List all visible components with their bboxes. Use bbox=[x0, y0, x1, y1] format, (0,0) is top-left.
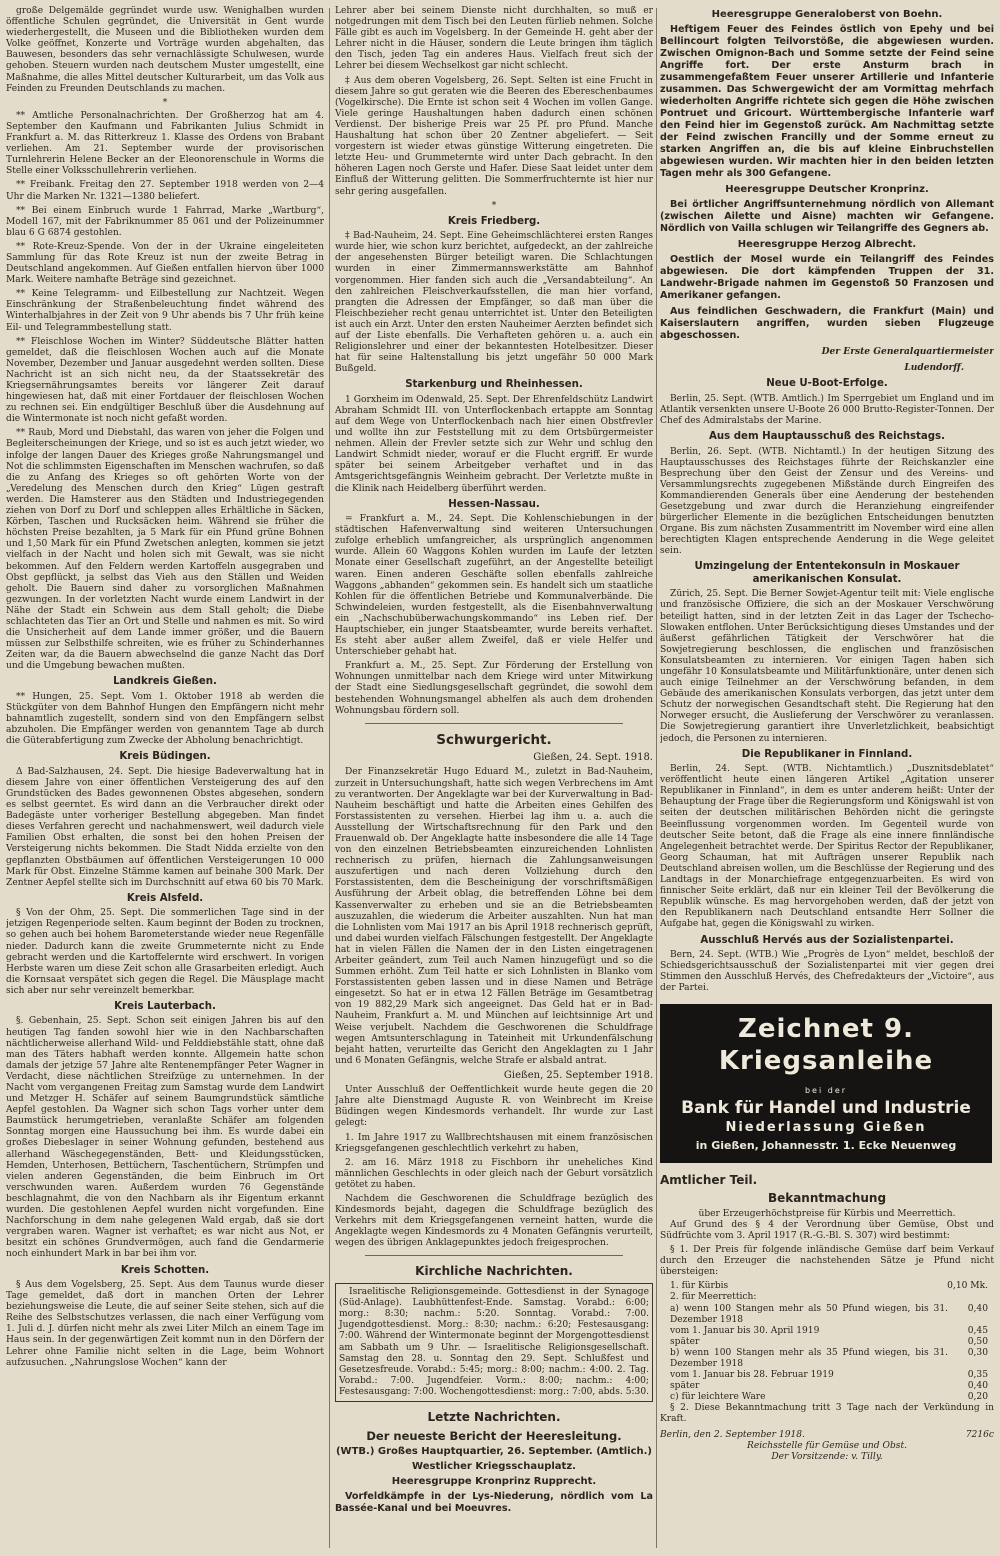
price-value: 0,50 bbox=[967, 1336, 988, 1347]
section-heading: Neue U-Boot-Erfolge. bbox=[766, 378, 888, 390]
section-heading: Kreis Schotten. bbox=[120, 1264, 210, 1276]
section-heading: Aus dem Hauptausschuß des Reichstags. bbox=[709, 431, 945, 443]
ad-address: in Gießen, Johannesstr. 1. Ecke Neuenweg bbox=[695, 1139, 957, 1153]
report-paragraph: Oestlich der Mosel wurde ein Teilangriff des Feindes abgewiesen. Die dort kämpfenden Truppen der 31. Landwehr-Brigade nahmen im Gegenstoß 50 Franzosen und Amerikaner gefangen. bbox=[660, 254, 994, 302]
price-label: vom 1. Januar bis 30. April 1919 bbox=[670, 1325, 820, 1336]
section-heading-amtlich: Amtlicher Teil. bbox=[660, 1172, 758, 1187]
price-label: c) für leichtere Ware bbox=[670, 1392, 766, 1403]
article-paragraph: Berlin, 24. Sept. (WTB. Nichtamtlich.) „Dusznitsdeblatet“ veröffentlicht heute einen längeren Artikel „Agitation unserer Republikaner in Finnland“, in dem es unter anderem heißt: Unter der Behauptung der Frage über die Regierungsform und Königswahl ist von seiten der deutschen militärischen Behörden nicht die geringste Beeinflussung vorgenommen worden. Im Gegenteil wurde von deutscher Seite betont, daß die Frage als eine innere finnländische Angelegenheit betrachtet werde. Der Spiritus Rector der Republikaner, Georg Schauman, hat mit Aufträgen unserer Republik nach Deutschland abreisen wollen, um die Beschlüsse der Regierung und des Landtags in der Monarchiefrage entgegenzuarbeiten. Es wird von finnischer Seite erklärt, daß nur ein kleiner Teil der Bevölkerung die Republik wünsche. Es mag hervorgehoben werden, daß der jetzt von den Republikanern nach Deutschland entsandte Herr Sollner die Aufgabe hat, gegen die Königswahl zu wirken. bbox=[660, 764, 994, 930]
report-paragraph: Vorfeldkämpfe in der Lys-Niederung, nördlich vom La Bassée-Kanal und bei Moeuvres. bbox=[335, 1491, 653, 1515]
price-value: 0,40 bbox=[967, 1381, 988, 1392]
article-paragraph: = Frankfurt a. M., 24. Sept. Die Kohlenschiebungen in der städtischen Hafenverwaltung sind weiteren Untersuchungen zufolge erheblich umfangreicher, als ursprünglich angenommen wurde. Allein 60 Waggons Kohlen wurden im Laufe der letzten Monate einer Gesellschaft zugeführt, an der Angestellte beteiligt waren. Einen anderen Geschäfte sollen ebenfalls zahlreiche Waggons „abhanden“ gekommen sein. Es handelt sich um staatliche Kohlen für die öffentlichen Betriebe und Kommunalverbände. Die Schwindeleien, wurden festgestellt, als die Eisenbahnverwaltung ein „Nachschubüberwachungskommando“ ins Leben rief. Der Hauptschieber, ein junger Staatsbeamter, wurde bereits verhaftet. Es steht aber außer allem Zweifel, daß er viele Helfer und Unterschieber gehabt hat. bbox=[335, 514, 653, 658]
signature-name: Ludendorff. bbox=[904, 362, 964, 374]
notice-title: Bekanntmachung bbox=[767, 1191, 887, 1206]
war-bond-advertisement bbox=[660, 1004, 992, 1162]
report-paragraph: Aus feindlichen Geschwadern, die Frankfurt (Main) und Kaiserslautern angriffen, wurden sieben Flugzeuge abgeschossen. bbox=[660, 306, 994, 342]
price-value: 0,10 Mk. bbox=[947, 1281, 988, 1292]
price-label: a) wenn 100 Stangen mehr als 50 Pfund wiegen, bis 31. Dezember 1918 bbox=[670, 1303, 948, 1325]
article-paragraph: Zürich, 25. Sept. Die Berner Sowjet-Agentur teilt mit: Viele englische und französische Offiziere, die sich an der Moskauer Verschwörung beteiligt hatten, sind in der letzten Zeit in das Lager der Tschecho-Slowaken entflohen. Unter Berücksichtigung dieses Umstandes und der äußerst gefährlichen Tätigkeit der Verschwörer hat die Sowjetregierung beschlossen, die englischen und französischen Konsulatsbeamten zu internieren. Vor einigen Tagen haben sich ungefähr 10 Konsulatsbeamte und Militärfunktionäre, unter denen sich auch einige Teilnehmer an der Verschwörung befanden, in dem Gebäude des amerikanischen Konsulats verborgen, das jetzt unter dem Schutz der norwegischen Gesandtschaft steht. Die Regierung hat den Norweger ersucht, die Auslieferung der Verschwörer zu veranlassen. Die Sowjetregierung garantiert ihre Unverletzlichkeit, beabsichtigt jedoch, die Personen zu internieren. bbox=[660, 589, 994, 744]
article-paragraph: ** Bei einem Einbruch wurde 1 Fahrrad, Marke „Wartburg“, Modell 167, mit der Fabriknummer 85 061 und der Polizeinummer blau 6 G 6874 gestohlen. bbox=[6, 205, 324, 238]
church-notice-box bbox=[335, 1283, 653, 1402]
column-rule bbox=[656, 8, 657, 1548]
price-label: vom 1. Januar bis 28. Februar 1919 bbox=[670, 1370, 834, 1381]
column-1 bbox=[6, 6, 324, 1548]
price-row bbox=[670, 1370, 994, 1381]
article-paragraph: Nachdem die Geschworenen die Schuldfrage bezüglich des Kindesmords bejaht, dagegen die Schuldfrage bezüglich des Verkehrs mit dem Kriegsgefangenen verneint hatten, wurde die Angeklagte wegen Kindesmords zu 4 Monaten Gefängnis verurteilt, wegen des übrigen Anklagepunktes jedoch freigesprochen. bbox=[335, 1193, 653, 1249]
dateline: Gießen, 25. September 1918. bbox=[503, 1069, 653, 1081]
article-paragraph: 2. am 16. März 1918 zu Fischborn ihr uneheliches Kind männlichen Geschlechts in oder gleich nach der Geburt vorsätzlich getötet zu haben. bbox=[335, 1157, 653, 1190]
article-paragraph: Bern, 24. Sept. (WTB.) Wie „Progrès de Lyon“ meldet, beschloß der Schiedsgerichtsausschuß der Sozialistenpartei mit vier gegen drei Stimmen den Ausschluß Hervés, des Chefredakteurs der „Victoire“, aus der Partei. bbox=[660, 949, 994, 994]
separator-star: * bbox=[162, 97, 168, 108]
section-heading: Landkreis Gießen. bbox=[113, 676, 217, 688]
notice-paragraph: Auf Grund des § 4 der Verordnung über Gemüse, Obst und Südfrüchte vom 3. April 1917 (R.-G.-Bl. S. 307) wird bestimmt: bbox=[660, 1219, 994, 1241]
divider bbox=[365, 1255, 623, 1256]
article-paragraph: ** Rote-Kreuz-Spende. Von der in der Ukraine eingeleiteten Sammlung für das Rote Kreuz ist nun der zweite Betrag in Deutschland angekommen. Auf Gießen entfallen hiervon über 1000 Mark. Weitere namhafte Beträge sind gezeichnet. bbox=[6, 241, 324, 286]
report-paragraph: Heftigem Feuer des Feindes östlich von Epehy und bei Bellincourt folgten Teilvorstöße, die abgewiesen wurden. Zwischen Omignon-Bach und Somme setzte der Feind seine Angriffe fort. Der erste Ansturm brach in zusammengefaßtem Feuer unserer Artillerie und Infanterie zusammen. Das Schwergewicht der am Vormittag mehrfach wiederholten Angriffe richtete sich gegen die Höhe zwischen Pontruet und Gricourt. Württembergische Infanterie warf den Feind hier im Gegenstoß zurück. Am Nachmittag setzte der Feind zwischen Francilly und der Somme erneut zu starken Angriffen an, die bis auf kleine Einbruchstellen abgewiesen wurden. Wir machten hier in den beiden letzten Tagen mehr als 300 Gefangene. bbox=[660, 24, 994, 179]
notice-paragraph: § 1. Der Preis für folgende inländische Gemüse darf beim Verkauf durch den Erzeuger die nachstehenden Sätze je Pfund nicht übersteigen: bbox=[660, 1245, 994, 1278]
notice-subtitle: über Erzeugerhöchstpreise für Kürbis und Meerrettich. bbox=[698, 1208, 956, 1219]
article-paragraph: Lehrer aber bei seinem Dienste nicht durchhalten, so muß er notgedrungen mit dem Tisch bei den Leuten fürlieb nehmen. Solche Fälle gibt es auch im Vogelsberg. In der Gemeinde H. geht aber der Lehrer nicht in die Häuser, sondern die Leute bringen ihm täglich den Tisch, jeden Tag ein anderes Haus. Vielfach freut sich der Lehrer bei diesem Wechselkost gar nicht schlecht. bbox=[335, 6, 653, 72]
article-paragraph: 1 Gorxheim im Odenwald, 25. Sept. Der Ehrenfeldschütz Landwirt Abraham Schmidt III. von Unterflockenbach ertappte am Sonntag auf dem Wege von Unterflockenbach nach hier einen Obstfrevler und wollte ihn zur Feststellung mit zu dem Ortsbürgermeister nehmen. Allein der Frevler setzte sich zur Wehr und schlug den Landwirt Schmidt nieder, worauf er die Flucht ergriff. Er wurde später bei seinem Arbeitgeber verhaftet und in das Amtsgerichtsgefängnis Weinheim gebracht. Der Verletzte mußte in die Klinik nach Heidelberg überführt werden. bbox=[335, 394, 653, 494]
section-heading: Kreis Friedberg. bbox=[447, 215, 541, 227]
price-row bbox=[670, 1381, 994, 1392]
price-value: 0,20 bbox=[967, 1392, 988, 1403]
article-paragraph: Δ Bad-Salzhausen, 24. Sept. Die hiesige Badeverwaltung hat in diesem Jahre von einer öffentlichen Versteigerung des auf den Grundstücken des Bades gewonnenen Obstes abgesehen, sondern es selbst geerntet. Es wird dann an die Verbraucher direkt oder Badegäste unter vorheriger Bestellung abgegeben. Man findet dieses Verfahren gerecht und nachahmenswert, weil dadurch viele Familien Obst erhalten, die sonst bei den hohen Preisen der Versteigerung nichts bekommen. Die Stadt Nidda erzielte von den gepflanzten Obstbäumen auf öffentlichen Versteigerungen 10 000 Mark für Obst. Einzelne Stämme kamen auf beinahe 300 Mark. Der Zentner Aepfel stellte sich im Durchschnitt auf etwa 60 bis 70 Mark. bbox=[6, 766, 324, 888]
article-paragraph: ** Amtliche Personalnachrichten. Der Großherzog hat am 4. September den Kaufmann und Fabrikanten Julius Schmidt in Frankfurt a. M. das Ritterkreuz 1. Klasse des Ordens von Brabant verliehen. Am 21. September wurde der provisorischen Turnlehrerin Helene Becker an der Eleonorenschule in Worms die Stelle einer Volksschullehrerin verliehen. bbox=[6, 110, 324, 177]
dateline: Gießen, 24. Sept. 1918. bbox=[533, 752, 653, 764]
article-paragraph: Frankfurt a. M., 25. Sept. Zur Förderung der Erstellung von Wohnungen unmittelbar nach dem Kriege wird unter Mitwirkung der Stadt eine Siedlungsgesellschaft gegründet, die sowohl dem bestehenden Wohnungsmangel abhelfen als auch dem drohenden Wohnungsbau fördern soll. bbox=[335, 661, 653, 716]
price-value: 0,40 bbox=[967, 1303, 988, 1314]
article-paragraph: § Aus dem Vogelsberg, 25. Sept. Aus dem Taunus wurde dieser Tage gemeldet, daß dort in manchen Orten der Lehrer beziehungsweise die Leute, die auf seiner Seite stehen, sich auf die Reihe des Selbstschutzes verlassen, die nach einer Verfügung vom 1. Juli d. J. dürfen nicht mehr als zwei Liter Milch an einem Tage im Haus sein. In der gegenwärtigen Zeit kommt nun in den Dörfern der Lehrer ohne Familie nicht selten in die Lage, beim Wohnort aufzusuchen. „Nahrungslose Wochen“ kann der bbox=[6, 1279, 324, 1368]
price-row bbox=[670, 1348, 994, 1370]
ad-headline: Zeichnet 9. Kriegsanleihe bbox=[718, 1014, 934, 1077]
column-3 bbox=[660, 6, 994, 1548]
ad-branch: Niederlassung Gießen bbox=[725, 1120, 927, 1136]
report-army-group: Heeresgruppe Generaloberst von Boehn. bbox=[711, 9, 943, 20]
article-paragraph: ‡ Aus dem oberen Vogelsberg, 26. Sept. Selten ist eine Frucht in diesem Jahre so gut geraten wie die Beeren des Ebereschenbaumes (Vogelkirsche). Die Ernte ist schon seit 4 Wochen im vollen Gange. Viele geringe Haushaltungen haben dadurch einen schönen Verdienst. Der bisherige Preis war 25 Pf. pro Pfund. Manche Haushaltung hat schon über 20 Zentner abgeliefert. — Seit vorgestern ist wieder etwas günstige Witterung eingetreten. Die letzte Heu- und Grummeternte wird unter Dach gebracht. In den höheren Lagen noch Gerste und Hafer. Diese Saat leidet unter dem Einfluß der Witterung gelitten. Die Sommerfruchternte ist hier nur sehr gering ausgefallen. bbox=[335, 75, 653, 197]
article-paragraph: große Delgemälde gegründet wurde usw. Wenighalben wurden öffentliche Schulen gegründet, die Universität in Gent wurde wiederhergestellt, die Museen und die Bibliotheken wurden dem Volke geöffnet, Konzerte und Vorträge wurden abgehalten, das Bauwesen, besonders das sehr vernachlässigte Schulwesen, wurde gehoben. Steuern wurden nach deutschem Muster umgestellt, eine Maßnahme, die alles Mittel deutscher Kulturarbeit, um das Volk aus Feinden zu Freunden Deutschlands zu machen. bbox=[6, 6, 324, 94]
article-paragraph: Der Finanzsekretär Hugo Eduard M., zuletzt in Bad-Nauheim, zurzeit in Untersuchungshaft, hatte sich wegen Verbrechens im Amt zu verantworten. Der Angeklagte war bei der Kurverwaltung in Bad-Nauheim beschäftigt und hatte die Arbeiten eines Gehilfen des Forstassistenten zu versehen. Hierbei lag ihm u. a. auch die Ausstellung der Wirtschaftsrechnung für den Park und den Frauenwald ob. Der Angeklagte hatte insbesondere die alle 14 Tage von den einzelnen Betriebsbeamten einzureichenden Lohnlisten rechnerisch zu prüfen, hiernach die Zahlungsanweisungen auszufertigen und nach deren Vollziehung durch den Forstassistenten, dem die Bescheinigung der vorschriftsmäßigen Ausführung der Arbeit oblag, die betreffenden Löhne bei dem Kassenverwalter zu erheben und sie an die Betriebsbeamten auszuzahlen, die wiederum die Arbeiter auszahlten. Nun hat man die Lohnlisten vom Mai 1917 an bis April 1918 rechnerisch geprüft, und dabei wurden vielfach Fälschungen festgestellt. Der Angeklagte hat in vielen Fällen die Namen der in den Listen eingetragenen Arbeiter geändert, zum Teil auch Namen hinzugefügt und so die Summen erhöht. Zum Teil hatte er sich Lohnlisten in Blanko vom Forstassistenten geben lassen und in diese Namen und Beträge eingesetzt. So hat er in etwa 12 Fällen Beträge im Gesamtbetrag von 19 882,29 Mark sich angeeignet. Das Geld hat er in Bad-Nauheim, Frankfurt a. M. und München auf leichtsinnige Art und Weise verjubelt. Nachdem die Geschworenen die Schuldfrage wegen Amtsunterschlagung in Tateinheit mit Urkundenfälschung bejaht hatten, verurteilte das Gericht den Angeklagten zu 1 Jahr und 6 Monaten Gefängnis, welche Strafe er alsbald antrat. bbox=[335, 767, 653, 1066]
article-paragraph: Berlin, 25. Sept. (WTB. Amtlich.) Im Sperrgebiet um England und im Atlantik versenkten unsere U-Boote 26 000 Brutto-Register-Tonnen. Der Chef des Admiralstabs der Marine. bbox=[660, 393, 994, 427]
price-label: später bbox=[670, 1336, 700, 1347]
section-heading: Die Republikaner in Finnland. bbox=[741, 748, 913, 760]
price-label: b) wenn 100 Stangen mehr als 35 Pfund wiegen, bis 31. Dezember 1918 bbox=[670, 1347, 948, 1369]
section-heading: Umzingelung der Ententekonsuln in Moskauer amerikanischen Konsulat. bbox=[694, 561, 960, 585]
price-list bbox=[670, 1281, 994, 1403]
report-theatre: Westlicher Kriegsschauplatz. bbox=[412, 1460, 576, 1472]
report-army-group: Heeresgruppe Kronprinz Rupprecht. bbox=[391, 1476, 597, 1488]
article-paragraph: Israelitische Religionsgemeinde. Gottesdienst in der Synagoge (Süd-Anlage). Laubhüttenfest-Ende. Samstag. Vorabd.: 6:00; morg.: 8:30; nachm.: 5:20. Sonntag. Vorabd.: 7:00. Jugendgottesdienst. Morg.: 8:30; nachm.: 6:20; Festesausgang: 7:00. Während der Wintermonate beginnt der Morgengottesdienst am Sabbath um 9 Uhr. — Israelitische Religionsgesellschaft. Samstag den 28. u. Sonntag den 29. Sept. Schlußfest und Gesetzesfreude. Vorabd.: 5:45; morg.: 8:00; nachm.: 4:00. 2. Tag. Vorabd.: 7:00. Jugendfeier. Vorm.: 8:00; nachm.: 4:00; Festesausgang: 7:00. Wochengottesdienst: morg.: 7:00, abds. 5:30. bbox=[339, 1287, 650, 1397]
section-heading: Kreis Büdingen. bbox=[119, 751, 211, 763]
notice-date: Berlin, den 2. September 1918. bbox=[660, 1429, 805, 1440]
article-paragraph: § Von der Ohm, 25. Sept. Die sommerlichen Tage sind in der jetzigen Regenperiode selten. Kaum beginnt der Boden zu trocknen, so gehen auch bei hohem Barometerstande wieder neue Regenfälle nieder. Dadurch kann die zweite Grummeternte nicht zu Ende gebracht werden und die Kartoffelernte wird erschwert. In vorigen Herbste waren um diese Zeit schon alle Grasarbeiten erledigt. Auch die Kornsaat verspätet sich gegen die Regel. Die Mäusplage macht sich aber nur sehr vereinzelt bemerkbar. bbox=[6, 908, 324, 996]
price-label: 1. für Kürbis bbox=[670, 1281, 729, 1292]
price-row bbox=[670, 1304, 994, 1326]
notice-authority: Reichsstelle für Gemüse und Obst. bbox=[747, 1440, 907, 1451]
price-row bbox=[670, 1292, 994, 1303]
section-heading-schwurgericht: Schwurgericht. bbox=[436, 731, 552, 748]
price-value: 0,35 bbox=[967, 1370, 988, 1381]
report-army-group: Heeresgruppe Herzog Albrecht. bbox=[737, 239, 917, 251]
article-paragraph: ‡ Bad-Nauheim, 24. Sept. Eine Geheimschlächterei ersten Ranges wurde hier, wie schon kurz berichtet, aufgedeckt, an der zahlreiche der angesehensten Bürger beteiligt waren. Die Schlachtungen wurden in einer Zimmermannswerkstätte am Bahnhof vorgenommen. Hier fanden sich auch die „Versandabteilung“. An den zahlreichen Fleischverkaufsstellen, die man hier vorfand, prangten die Adressen der Empfänger, so daß man über die Fleischbezieher recht genau unterrichtet ist. Unter den Beteiligten ist auch ein Arzt. Unter den ersten Nauheimer Aerzten befindet sich auf der Liste ebenfalls. Die Verhafteten gehören u. a. auch ein Religionslehrer und einer der bekanntesten Hotelbesitzer. Dieser hat für seine Haltenstallung bis jetzt ungefähr 50 000 Mark Bußgeld. bbox=[335, 231, 653, 375]
divider bbox=[365, 723, 623, 724]
price-label: 2. für Meerrettich: bbox=[670, 1292, 757, 1303]
price-row bbox=[670, 1392, 994, 1403]
section-heading: Hessen-Nassau. bbox=[448, 498, 540, 510]
article-paragraph: ** Fleischlose Wochen im Winter? Süddeutsche Blätter hatten gemeldet, daß die fleischlosen Wochen auch auf die Monate November, Dezember und Januar ausgedehnt werden sollten. Diese Nachricht ist an sich nicht neu, da der Staatssekretär des Kriegsernährungsamtes bereits vor längerer Zeit darauf hingewiesen hat, daß mit einer Fortdauer der fleischlosen Wochen zu rechnen sei. Ein endgültiger Beschluß über die Ausdehnung auf die Wintermonate ist noch nicht gefaßt worden. bbox=[6, 336, 324, 425]
column-rule bbox=[329, 8, 330, 1548]
section-heading: Kreis Lauterbach. bbox=[114, 1001, 216, 1012]
article-paragraph: 1. Im Jahre 1917 zu Wallbrechtshausen mit einem französischen Kriegsgefangenen geschlechtlich verkehrt zu haben, bbox=[335, 1132, 653, 1154]
price-value: 0,45 bbox=[967, 1325, 988, 1336]
article-paragraph: ** Hungen, 25. Sept. Vom 1. Oktober 1918 ab werden die Stückgüter von dem Bahnhof Hungen den Empfängern nicht mehr bahnamtlich zugestellt, sondern sind von den Empfängern selbst abzuholen. Die Empfänger werden von genanntem Tage ab durch die Güterabfertigung zum Zwecke der Abholung benachrichtigt. bbox=[6, 691, 324, 747]
article-paragraph: ** Raub, Mord und Diebstahl, das waren von jeher die Folgen und Begleiterscheinungen der Kriege, und so ist es auch jetzt wieder, wo infolge der langen Dauer des Krieges große Nahrungsmangel und Not die schlimmsten Eigenschaften im Menschen wachrufen, so daß die zu Anfang des Krieges so oft gehörten Worte von der „Veredelung des Menschen durch den Krieg“ Lügen gestraft werden. Die Hamsterer aus den Städten und Industriegegenden ziehen von Dorf zu Dorf und schleppen alles Erhältliche in Säcken, Körben, Taschen und Rucksäcken heim. Während sie früher die höchsten Preise bezahlten, ja 5 Mark für ein Pfund grüne Bohnen und 1,50 Mark für ein Pfund Zwetschen anlegten, kommen sie jetzt vielfach in der Nacht und holen sich mit Gewalt, was sie nicht bekommen. Auf den Feldern werden Kartoffeln ausgegraben und Obst gepflückt, ja selbst das Vieh aus den Ställen und Weiden geholt. Die Bauern sind daher zu vorsorglichen Maßnahmen gezwungen. In der vorletzten Nacht wurde einem Landwirt in der Nähe der Stadt ein Schwein aus dem Stall geholt; die Diebe schlachteten das Tier an Ort und Stelle und nahmen es mit. So wird die Unsicherheit auf dem Lande immer größer, und die Bauern müssen zur Selbsthilfe schreiten, wie es früher zu Schinderhannes Zeiten war, da die Bauern abwechselnd die ganze Nacht das Dorf und die Umgebung bewachen mußten. bbox=[6, 428, 324, 672]
article-paragraph: Berlin, 26. Sept. (WTB. Nichtamtl.) In der heutigen Sitzung des Hauptausschusses des Reichstages führte der Reichskanzler eine Besprechung über den Geist der Zensur und des Vereins- und Versammlungsrechts zugegebenen Mißstände durch Eingreifen des Kommandierenden Generals über eine Aenderung der bestehenden Gesetzgebung und zwar durch die Heranziehung eingreifender bürgerlicher Elemente in die bezüglichen Entscheidungen benutzten Organe. Bis zum nächsten Zusammentritt im November wird eine allen berechtigten Klagen entsprechende Aenderung in die Wege geleitet sein. bbox=[660, 446, 994, 557]
article-paragraph: Unter Ausschluß der Oeffentlichkeit wurde heute gegen die 20 Jahre alte Dienstmagd Auguste R. von Weinbrecht im Kreise Büdingen wegen Kindesmords verhandelt. Ihr wurde zur Last gelegt: bbox=[335, 1085, 653, 1129]
article-paragraph: §. Gebenhain, 25. Sept. Schon seit einigen Jahren bis auf den heutigen Tag fanden sowohl hier wie in den Nachbarschaften nächtlicherweise allerhand Wild- und Felddiebstähle statt, ohne daß man des Täters habhaft werden konnte. Allgemein hatte schon damals der jetzige 57 Jahre alte Rentenempfänger Peter Wagner in Verdacht, diese nächtlichen Streifzüge zu unternehmen. In der Nacht vom vergangenen Freitag zum Samstag wurde dem Landwirt und Metzger H. Schäfer auf seinem Baumgrundstück sämtliche Aepfel gestohlen. Da Wagner sich schon Tags vorher unter dem Baumstück herumgetrieben, veranlaßte Schäfer am folgenden Sonntag morgen eine Haussuchung bei ihm. Es wurde dabei ein großes Diebeslager in seiner Wohnung gefunden, bestehend aus allerhand Wäschegegenständen, Bett- und Kleidungsstücken, Hemden, Unterhosen, Bettüchern, Taschentüchern, Strümpfen und vielen anderen Gegenständen, die beim Einbruch im Ort verschwunden waren. Außerdem wurden 76 Gegenstände beschlagnahmt, die von den Nachbarn als ihr Eigentum erkannt wurden. Die gestohlenen Aepfel wurden nicht vorgefunden. Eine Nachforschung in dem nahe gelegenen Wald ergab, daß sie dort vergraben waren. Wagner ist verhaftet; es war nicht aus Not, er besitzt ein schönes Grundvermögen, auch fand die Gendarmerie noch einhundert Mark in bar bei ihm vor. bbox=[6, 1016, 324, 1260]
ad-bank-name: Bank für Handel und Industrie bbox=[681, 1097, 971, 1118]
price-value bbox=[948, 1292, 988, 1303]
section-heading: Starkenburg und Rheinhessen. bbox=[405, 379, 583, 391]
notice-signatory: Der Vorsitzende: v. Tilly. bbox=[771, 1451, 883, 1462]
price-row bbox=[670, 1281, 994, 1292]
section-heading-letzte: Letzte Nachrichten. bbox=[427, 1410, 561, 1424]
signature-title: Der Erste Generalquartiermeister bbox=[821, 346, 994, 358]
price-value: 0,30 bbox=[967, 1347, 988, 1358]
ad-subline: bei der bbox=[804, 1085, 848, 1095]
column-2 bbox=[335, 6, 653, 1548]
price-label: später bbox=[670, 1381, 700, 1392]
report-paragraph: Bei örtlicher Angriffsunternehmung nördlich von Allemant (zwischen Ailette und Aisne) machten wir Gefangene. Nördlich von Vailla schlugen wir Teilangriffe des Gegners ab. bbox=[660, 199, 994, 235]
report-army-group: Heeresgruppe Deutscher Kronprinz. bbox=[725, 183, 929, 195]
section-heading-kirche: Kirchliche Nachrichten. bbox=[415, 1264, 573, 1279]
notice-footer bbox=[660, 1430, 994, 1441]
section-heading: Kreis Alsfeld. bbox=[126, 892, 204, 904]
report-dateline: (WTB.) Großes Hauptquartier, 26. September. (Amtlich.) bbox=[335, 1445, 652, 1457]
article-paragraph: ** Keine Telegramm- und Eilbestellung zur Nachtzeit. Wegen Einschränkung der Straßenbeleuchtung findet während des Winterhalbjahres in der Zeit von 9 Uhr abends bis 7 Uhr früh keine Eil- und Telegrammbestellung statt. bbox=[6, 289, 324, 333]
price-row bbox=[670, 1326, 994, 1337]
report-heading: Der neueste Bericht der Heeresleitung. bbox=[366, 1428, 622, 1443]
notice-paragraph: § 2. Diese Bekanntmachung tritt 3 Tage nach der Verkündung in Kraft. bbox=[660, 1403, 994, 1425]
separator-star: * bbox=[491, 200, 497, 211]
section-heading: Ausschluß Hervés aus der Sozialistenpartei. bbox=[700, 934, 954, 946]
price-row bbox=[670, 1337, 994, 1348]
article-paragraph: ** Freibank. Freitag den 27. September 1918 werden von 2—4 Uhr die Marken Nr. 1321—1380 beliefert. bbox=[6, 180, 324, 202]
notice-code: 7216c bbox=[965, 1429, 994, 1440]
